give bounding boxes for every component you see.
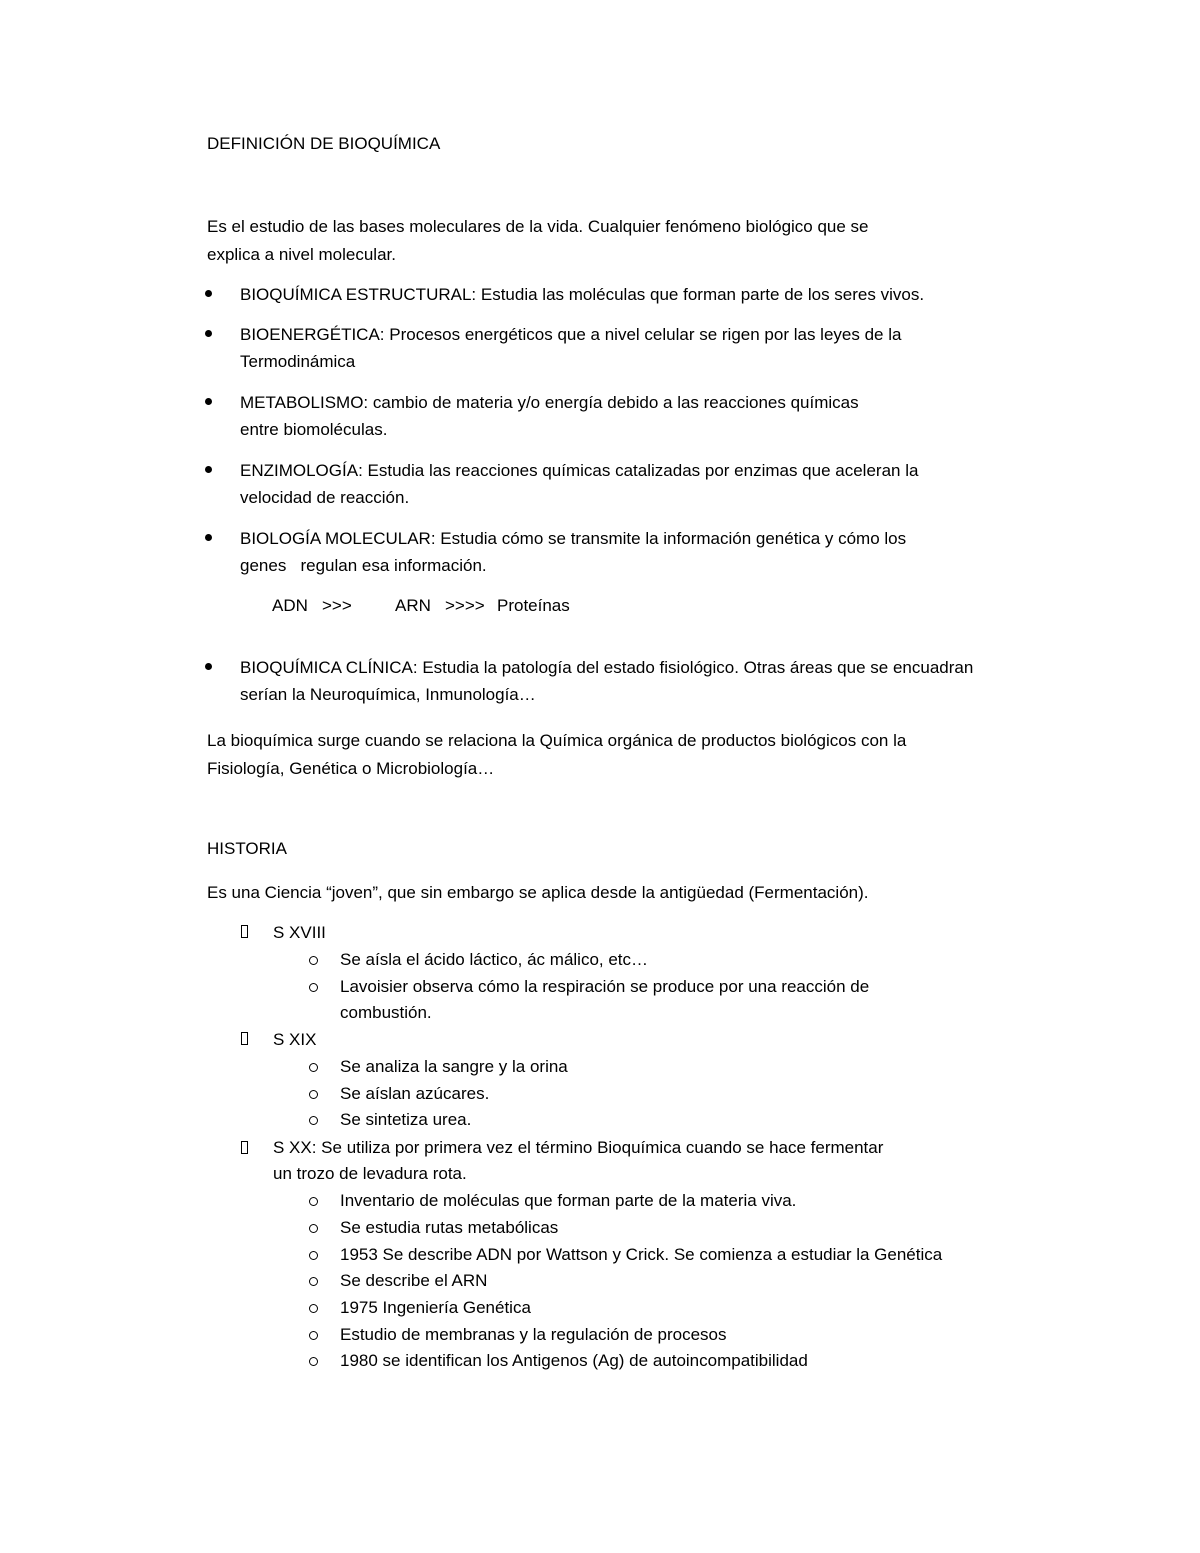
intro-line-2: explica a nivel molecular.	[207, 245, 396, 264]
intro-line-1: Es el estudio de las bases moleculares de la vida. Cualquier fenómeno biológico que se	[207, 217, 869, 236]
square-bullet-icon	[241, 1032, 248, 1045]
branch-term: ENZIMOLOGÍA:	[240, 461, 363, 480]
branch-text: Procesos energéticos que a nivel celular se rigen por las leyes de la	[389, 325, 902, 344]
branch-item	[240, 658, 973, 678]
circle-bullet-icon	[309, 1224, 318, 1233]
branch-term: METABOLISMO:	[240, 393, 369, 412]
branch-term: BIOLOGÍA MOLECULAR:	[240, 529, 436, 548]
branch-term: BIOENERGÉTICA:	[240, 325, 385, 344]
century-item: Inventario de moléculas que forman parte de la materia viva.	[340, 1191, 797, 1210]
century-item: Se sintetiza urea.	[340, 1110, 472, 1129]
century-label: S XVIII	[273, 923, 326, 942]
branch-text-cont: genes regulan esa información.	[240, 556, 487, 575]
century-item: Se aísla el ácido láctico, ác málico, etc…	[340, 950, 649, 969]
square-bullet-icon	[241, 925, 248, 938]
circle-bullet-icon	[309, 1331, 318, 1340]
bullet-icon	[205, 466, 212, 473]
bullet-icon	[205, 330, 212, 337]
branch-text-cont: entre biomoléculas.	[240, 420, 388, 439]
square-bullet-icon	[241, 1141, 248, 1154]
page-title: DEFINICIÓN DE BIOQUÍMICA	[207, 134, 441, 153]
century-item: 1980 se identifican los Antigenos (Ag) de autoincompatibilidad	[340, 1351, 808, 1370]
circle-bullet-icon	[309, 1116, 318, 1125]
circle-bullet-icon	[309, 1063, 318, 1072]
branch-item	[240, 461, 918, 481]
bullet-icon	[205, 534, 212, 541]
circle-bullet-icon	[309, 1357, 318, 1366]
flow-arrow: >>>>	[445, 596, 485, 615]
century-label: S XX: Se utiliza por primera vez el término Bioquímica cuando se hace fermentar	[273, 1138, 884, 1157]
circle-bullet-icon	[309, 956, 318, 965]
bullet-icon	[205, 663, 212, 670]
circle-bullet-icon	[309, 1090, 318, 1099]
circle-bullet-icon	[309, 1197, 318, 1206]
century-item: Lavoisier observa cómo la respiración se produce por una reacción de	[340, 977, 870, 996]
century-item-cont: combustión.	[340, 1003, 432, 1022]
branch-term: BIOQUÍMICA ESTRUCTURAL:	[240, 285, 477, 304]
history-intro: Es una Ciencia “joven”, que sin embargo se aplica desde la antigüedad (Fermentación).	[207, 883, 869, 902]
branch-text: Estudia cómo se transmite la información genética y cómo los	[440, 529, 907, 548]
flow-arn: ARN	[395, 596, 431, 615]
century-item: Se aíslan azúcares.	[340, 1084, 490, 1103]
century-item: 1975 Ingeniería Genética	[340, 1298, 531, 1317]
branch-text: cambio de materia y/o energía debido a las reacciones químicas	[372, 393, 859, 412]
bullet-icon	[205, 398, 212, 405]
century-item: Se analiza la sangre y la orina	[340, 1057, 568, 1076]
century-item: Se estudia rutas metabólicas	[340, 1218, 559, 1237]
circle-bullet-icon	[309, 1251, 318, 1260]
circle-bullet-icon	[309, 1304, 318, 1313]
bullet-icon	[205, 290, 212, 297]
circle-bullet-icon	[309, 983, 318, 992]
branch-item	[240, 285, 924, 305]
century-item: Se describe el ARN	[340, 1271, 488, 1290]
branch-text-cont: serían la Neuroquímica, Inmunología…	[240, 685, 536, 704]
century-item: 1953 Se describe ADN por Wattson y Crick. Se comienza a estudiar la Genética	[340, 1245, 943, 1264]
branch-text-cont: velocidad de reacción.	[240, 488, 410, 507]
century-label-cont: un trozo de levadura rota.	[273, 1164, 467, 1183]
history-title: HISTORIA	[207, 839, 287, 858]
closing-line-2: Fisiología, Genética o Microbiología…	[207, 759, 495, 778]
branch-term: BIOQUÍMICA CLÍNICA:	[240, 658, 418, 677]
circle-bullet-icon	[309, 1277, 318, 1286]
flow-adn: ADN	[272, 596, 308, 615]
century-label: S XIX	[273, 1030, 317, 1049]
branch-text: Estudia las moléculas que forman parte de los seres vivos.	[480, 285, 925, 304]
branch-text-cont: Termodinámica	[240, 352, 356, 371]
closing-line-1: La bioquímica surge cuando se relaciona la Química orgánica de productos biológicos con la	[207, 731, 907, 750]
century-item: Estudio de membranas y la regulación de procesos	[340, 1325, 727, 1344]
flow-proteinas: Proteínas	[497, 596, 570, 615]
branch-item	[240, 529, 906, 549]
branch-text: Estudia las reacciones químicas catalizadas por enzimas que aceleran la	[367, 461, 919, 480]
branch-item	[240, 393, 859, 413]
flow-arrow: >>>	[322, 596, 352, 615]
branch-text: Estudia la patología del estado fisiológico. Otras áreas que se encuadran	[422, 658, 974, 677]
branch-item	[240, 325, 901, 345]
